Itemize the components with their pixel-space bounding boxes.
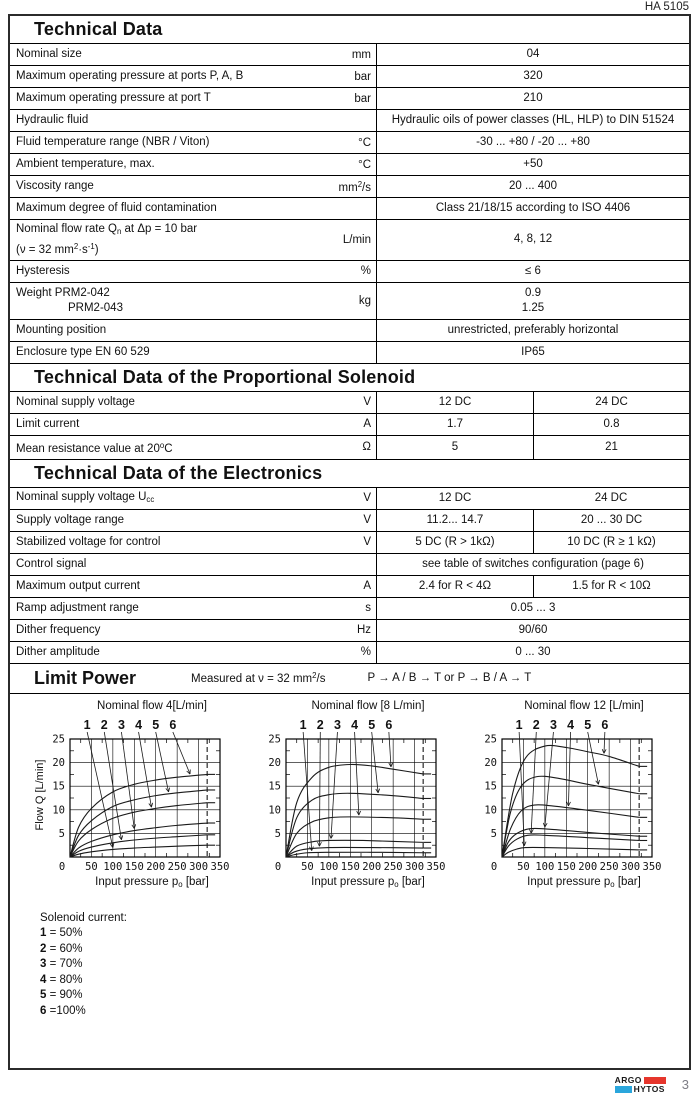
- row-label-line: Dither amplitude: [16, 645, 100, 658]
- row-value-right: 24 DC: [594, 492, 628, 505]
- chart-title: Nominal flow 4[L/min]: [97, 699, 207, 712]
- svg-text:3: 3: [549, 717, 557, 732]
- legend-item: 5 = 90%: [40, 989, 83, 1002]
- row-label-line2: (ν = 32 $mm^2\cdot s^{-1}$): [16, 241, 99, 256]
- svg-text:300: 300: [621, 860, 641, 873]
- row-unit: °C: [358, 158, 371, 171]
- row-value: [377, 154, 689, 175]
- svg-text:3: 3: [333, 717, 341, 732]
- row-label-line: Nominal supply voltage Ucc: [16, 490, 155, 504]
- row-value-cell: [377, 283, 689, 319]
- content-box: [8, 14, 691, 1070]
- limit-power-title: Limit Power: [34, 667, 137, 688]
- row-value-left: 12 DC: [438, 492, 472, 505]
- logo-blue-block: [615, 1086, 632, 1093]
- row-label-line: Maximum operating pressure at ports P, A, B: [16, 70, 244, 82]
- row-value: [377, 283, 689, 319]
- row-label: [16, 601, 361, 616]
- svg-text:2: 2: [316, 717, 324, 732]
- row-label: [16, 264, 357, 279]
- row-value-cell: [377, 154, 689, 175]
- legend-item: 3 = 70%: [40, 958, 83, 971]
- limit-power-chart-1: [34, 717, 244, 875]
- row-value-cell: [377, 132, 689, 153]
- svg-text:5: 5: [58, 827, 65, 840]
- row-label: [16, 323, 367, 338]
- row-unit: mm: [351, 48, 371, 61]
- row-value-line: 0.05 ... 3: [510, 601, 556, 614]
- table-row: [10, 261, 689, 283]
- row-unit: kg: [358, 294, 371, 307]
- chart-x-axis-label: Input pressure po [bar]: [311, 875, 425, 889]
- limit-power-chart-3: [466, 717, 676, 875]
- argo-hytos-logo: [615, 1076, 666, 1093]
- row-label-cell: [10, 576, 377, 597]
- row-value-right: 21: [533, 436, 689, 459]
- row-value-cell: [377, 44, 689, 65]
- section-title-electronics: Technical Data of the Electronics: [10, 460, 689, 488]
- limit-power-note: Measured at ν = 32 $mm^2/s$: [191, 671, 326, 686]
- table-row: [10, 154, 689, 176]
- row-label-cell: [10, 510, 377, 531]
- row-label-line: Dither frequency: [16, 623, 101, 636]
- row-label: [16, 417, 359, 432]
- row-label: [16, 438, 358, 457]
- svg-text:200: 200: [146, 860, 166, 873]
- svg-text:0: 0: [274, 860, 282, 873]
- svg-text:100: 100: [103, 860, 123, 873]
- svg-text:250: 250: [167, 860, 187, 873]
- row-label-line: Mounting position: [16, 323, 107, 336]
- logo-red-block: [644, 1077, 666, 1084]
- row-value-left: 2.4 for R < 4Ω: [418, 580, 492, 593]
- table-row: [10, 110, 689, 132]
- row-value-right: 24 DC: [533, 392, 689, 413]
- row-value-line: +50: [523, 158, 543, 170]
- row-value: [377, 110, 689, 131]
- row-value-cell: [377, 110, 689, 131]
- table-row: [10, 44, 689, 66]
- svg-text:5: 5: [152, 717, 160, 732]
- legend-item-number: 3: [40, 958, 47, 971]
- limit-power-chart-block-3: [466, 700, 676, 889]
- row-label: [16, 201, 367, 216]
- row-value: [377, 620, 689, 641]
- row-value-line: Hydraulic oils of power classes (HL, HLP) to DIN 51524: [391, 114, 675, 126]
- row-label-line: Enclosure type EN 60 529: [16, 345, 150, 358]
- row-label-line: Hysteresis: [16, 264, 70, 277]
- row-label-line: Ramp adjustment range: [16, 601, 139, 614]
- limit-power-formula: P → A / B → T or P → B / A → T: [367, 672, 532, 685]
- table-row: [10, 132, 689, 154]
- row-value-cell: [377, 176, 689, 197]
- row-value-line: Class 21/18/15 according to ISO 4406: [435, 202, 631, 214]
- row-label-cell: [10, 176, 377, 197]
- table-row: [10, 88, 689, 110]
- table-row: [10, 320, 689, 342]
- svg-text:15: 15: [52, 780, 65, 793]
- legend-item: 2 = 60%: [40, 942, 83, 955]
- row-label-line: Maximum degree of fluid contamination: [16, 202, 217, 214]
- row-value-line: 210: [523, 92, 543, 104]
- svg-text:15: 15: [484, 780, 497, 793]
- row-label-cell: [10, 88, 377, 109]
- row-unit: Hz: [356, 624, 371, 637]
- svg-text:5: 5: [274, 827, 281, 840]
- row-value: [377, 598, 689, 619]
- row-value: [377, 342, 689, 363]
- row-label-cell: [10, 414, 377, 435]
- page-footer: [615, 1076, 689, 1093]
- row-value-line: see table of switches configuration (page 6): [422, 557, 644, 570]
- row-label-line: Mean resistance value at 20$^o$C: [16, 440, 173, 455]
- page-number: 3: [681, 1077, 689, 1092]
- row-label: [16, 286, 355, 316]
- row-unit: L/min: [342, 233, 371, 246]
- electronics-table: [10, 488, 689, 664]
- row-label: [16, 179, 335, 194]
- row-label: [16, 222, 339, 258]
- logo-row-2: [615, 1085, 666, 1093]
- section-title-technical-data: Technical Data: [10, 16, 689, 44]
- row-unit: Ω: [362, 441, 371, 454]
- row-value: [377, 176, 689, 197]
- svg-text:5: 5: [490, 827, 497, 840]
- row-value: [377, 261, 689, 282]
- row-label-cell: [10, 598, 377, 619]
- row-value-left: 5: [451, 441, 459, 454]
- svg-text:5: 5: [584, 717, 592, 732]
- row-label-line: Nominal size: [16, 48, 82, 60]
- row-label-cell: [10, 642, 377, 663]
- table-row: [10, 198, 689, 220]
- row-value: [377, 320, 689, 341]
- limit-power-charts: [10, 700, 689, 889]
- row-value-cell: [377, 88, 689, 109]
- row-value: [377, 554, 689, 575]
- row-value: [377, 132, 689, 153]
- table-row: [10, 176, 689, 198]
- svg-text:350: 350: [426, 860, 446, 873]
- row-value-line: ≤ 6: [525, 264, 541, 277]
- row-label: [16, 69, 350, 84]
- table-row: [10, 598, 689, 620]
- row-value-cell: [377, 532, 689, 553]
- table-row: [10, 66, 689, 88]
- chart-title: Nominal flow [8 L/min]: [311, 699, 425, 712]
- svg-text:0: 0: [58, 860, 66, 873]
- svg-text:250: 250: [383, 860, 403, 873]
- row-value-line2: 1.25: [521, 301, 545, 314]
- row-value-cell: [377, 620, 689, 641]
- svg-text:20: 20: [52, 756, 65, 769]
- row-unit: %: [360, 265, 371, 278]
- svg-text:3: 3: [117, 717, 125, 732]
- row-value-cell: [377, 576, 689, 597]
- row-label-cell: [10, 132, 377, 153]
- table-row: [10, 532, 689, 554]
- row-label-line: Control signal: [16, 557, 87, 570]
- table-row: [10, 642, 689, 664]
- row-value-line: 0 ... 30: [515, 645, 551, 658]
- row-unit: °C: [358, 136, 371, 149]
- row-value-cell: [377, 220, 689, 260]
- row-label-line: Hydraulic fluid: [16, 114, 89, 126]
- row-unit: $mm^2/s$: [338, 179, 371, 194]
- row-value-line: IP65: [521, 345, 545, 358]
- row-label-cell: [10, 436, 377, 459]
- legend-item: 6 =100%: [40, 1004, 86, 1017]
- svg-text:6: 6: [169, 717, 177, 732]
- table-row: [10, 554, 689, 576]
- row-label-line: Nominal supply voltage: [16, 395, 135, 408]
- svg-text:150: 150: [124, 860, 144, 873]
- svg-text:2: 2: [100, 717, 108, 732]
- row-value-cell: [377, 414, 689, 435]
- legend-item-number: 6: [40, 1004, 47, 1017]
- chart-x-axis-label: Input pressure po [bar]: [95, 875, 209, 889]
- row-label: [16, 157, 354, 172]
- row-label-line: Limit current: [16, 417, 80, 430]
- table-row: [10, 283, 689, 320]
- row-label-cell: [10, 392, 377, 413]
- row-label-line2: PRM2-043: [68, 301, 123, 314]
- svg-text:150: 150: [340, 860, 360, 873]
- row-value-left: 1.7: [447, 418, 463, 431]
- row-label: [16, 91, 350, 106]
- svg-text:25: 25: [268, 733, 281, 746]
- row-label-line: Weight PRM2-042: [16, 286, 110, 299]
- row-value-cell: [377, 261, 689, 282]
- row-label: [16, 513, 359, 528]
- row-label-cell: [10, 320, 377, 341]
- row-label-cell: [10, 44, 377, 65]
- svg-text:10: 10: [52, 804, 65, 817]
- row-value-right: 1.5 for R < 10Ω: [533, 576, 689, 597]
- svg-text:2: 2: [532, 717, 540, 732]
- row-value-cell: [377, 320, 689, 341]
- chart-y-axis-label: Flow Q [L/min]: [34, 759, 46, 831]
- row-value-right: 20 ... 30 DC: [533, 510, 689, 531]
- row-label: [16, 113, 367, 128]
- row-value-line: 20 ... 400: [509, 180, 557, 192]
- row-label: [16, 490, 359, 507]
- row-label-cell: [10, 66, 377, 87]
- svg-text:4: 4: [135, 717, 143, 732]
- svg-text:350: 350: [642, 860, 662, 873]
- solenoid-table: [10, 392, 689, 460]
- row-label: [16, 395, 359, 410]
- svg-text:5: 5: [368, 717, 376, 732]
- svg-text:25: 25: [52, 733, 65, 746]
- legend-item: 1 = 50%: [40, 927, 83, 940]
- row-value-line: 90/60: [518, 623, 548, 636]
- row-label: [16, 557, 367, 572]
- svg-text:0: 0: [490, 860, 498, 873]
- row-value-line: 0.9: [525, 286, 541, 299]
- svg-text:100: 100: [319, 860, 339, 873]
- doc-ref: HA 5105: [644, 1, 689, 13]
- row-value-cell: [377, 598, 689, 619]
- svg-text:200: 200: [578, 860, 598, 873]
- row-unit: %: [360, 646, 371, 659]
- row-label-cell: [10, 261, 377, 282]
- svg-text:50: 50: [517, 860, 530, 873]
- row-unit: A: [363, 580, 371, 593]
- table-row: [10, 620, 689, 642]
- table-row: [10, 510, 689, 532]
- logo-word-hytos: HYTOS: [633, 1084, 665, 1094]
- row-value: [377, 66, 689, 87]
- row-value-cell: [377, 392, 689, 413]
- row-label-line: Viscosity range: [16, 180, 94, 192]
- row-value-cell: [377, 198, 689, 219]
- legend-item: 4 = 80%: [40, 973, 83, 986]
- svg-text:20: 20: [484, 756, 497, 769]
- legend-item-number: 4: [40, 973, 47, 986]
- chart-title: Nominal flow 12 [L/min]: [524, 699, 644, 712]
- row-label-line: Maximum output current: [16, 579, 140, 592]
- row-unit: bar: [354, 92, 371, 105]
- row-label-cell: [10, 110, 377, 131]
- row-label-cell: [10, 532, 377, 553]
- svg-text:200: 200: [362, 860, 382, 873]
- row-label-cell: [10, 554, 377, 575]
- svg-text:300: 300: [405, 860, 425, 873]
- row-unit: V: [363, 536, 371, 549]
- svg-text:1: 1: [515, 717, 523, 732]
- svg-text:350: 350: [210, 860, 230, 873]
- row-label-line: Ambient temperature, max.: [16, 158, 155, 170]
- table-row: [10, 342, 689, 364]
- row-value: [377, 44, 689, 65]
- row-label: [16, 47, 348, 62]
- row-unit: V: [363, 514, 371, 527]
- row-value-cell: [377, 436, 689, 459]
- row-label: [16, 645, 357, 660]
- row-value: [377, 642, 689, 663]
- row-value-left: 5 DC (R > 1kΩ): [415, 536, 495, 549]
- svg-text:4: 4: [351, 717, 359, 732]
- row-value-right: 0.8: [533, 414, 689, 435]
- svg-text:1: 1: [299, 717, 307, 732]
- technical-data-table: [10, 44, 689, 364]
- row-label-line: Maximum operating pressure at port T: [16, 92, 211, 104]
- row-value-right: 10 DC (R ≥ 1 kΩ): [533, 532, 689, 553]
- row-value-cell: [377, 510, 689, 531]
- limit-power-band: [10, 664, 689, 694]
- row-label-line: Stabilized voltage for control: [16, 535, 161, 548]
- svg-text:15: 15: [268, 780, 281, 793]
- row-value-cell: [377, 554, 689, 575]
- row-value-cell: [377, 488, 689, 509]
- row-label: [16, 579, 359, 594]
- row-value-line: unrestricted, preferably horizontal: [447, 323, 619, 336]
- row-value-left: 11.2... 14.7: [426, 514, 484, 527]
- row-value: [377, 220, 689, 260]
- limit-power-chart-block-2: [250, 700, 460, 889]
- row-label: [16, 345, 367, 360]
- svg-text:10: 10: [484, 804, 497, 817]
- svg-text:4: 4: [567, 717, 575, 732]
- svg-text:50: 50: [85, 860, 98, 873]
- row-value-line: 4, 8, 12: [513, 233, 553, 246]
- legend-item-number: 1: [40, 927, 47, 940]
- svg-text:1: 1: [83, 717, 91, 732]
- svg-text:50: 50: [301, 860, 314, 873]
- row-label-line: Supply voltage range: [16, 513, 125, 526]
- row-unit: V: [363, 492, 371, 505]
- limit-power-chart-2: [250, 717, 460, 875]
- row-label-cell: [10, 342, 377, 363]
- legend-item-number: 2: [40, 942, 47, 955]
- solenoid-current-legend: [40, 911, 689, 1020]
- row-value-cell: [377, 642, 689, 663]
- table-row: [10, 576, 689, 598]
- limit-power-chart-block-1: [34, 700, 244, 889]
- table-row: [10, 392, 689, 414]
- row-value-left: 12 DC: [438, 396, 472, 409]
- svg-text:300: 300: [189, 860, 209, 873]
- row-value-cell: [377, 342, 689, 363]
- row-value-line: 320: [523, 70, 543, 82]
- row-label: [16, 135, 354, 150]
- row-unit: V: [363, 396, 371, 409]
- svg-text:10: 10: [268, 804, 281, 817]
- svg-text:20: 20: [268, 756, 281, 769]
- chart-x-axis-label: Input pressure po [bar]: [527, 875, 641, 889]
- row-label-cell: [10, 154, 377, 175]
- table-row: [10, 436, 689, 460]
- row-label-cell: [10, 620, 377, 641]
- row-value: [377, 88, 689, 109]
- row-unit: A: [363, 418, 371, 431]
- row-label-cell: [10, 488, 377, 509]
- svg-text:6: 6: [601, 717, 609, 732]
- row-label-cell: [10, 220, 377, 260]
- row-label-cell: [10, 283, 377, 319]
- svg-text:25: 25: [484, 733, 497, 746]
- section-title-solenoid: Technical Data of the Proportional Solenoid: [10, 364, 689, 392]
- row-unit: s: [365, 602, 371, 615]
- row-label: [16, 623, 353, 638]
- row-value: [377, 198, 689, 219]
- row-label: [16, 535, 359, 550]
- logo-row-1: [615, 1076, 666, 1084]
- svg-text:6: 6: [385, 717, 393, 732]
- logo-word-argo: ARGO: [614, 1075, 642, 1085]
- row-value-cell: [377, 66, 689, 87]
- row-label-cell: [10, 198, 377, 219]
- table-row: [10, 220, 689, 261]
- row-value-line: -30 ... +80 / -20 ... +80: [476, 136, 590, 148]
- svg-text:250: 250: [599, 860, 619, 873]
- table-row: [10, 488, 689, 510]
- row-label-line: Fluid temperature range (NBR / Viton): [16, 136, 210, 148]
- legend-heading: Solenoid current:: [40, 911, 127, 924]
- legend-item-number: 5: [40, 989, 47, 1002]
- svg-text:100: 100: [535, 860, 555, 873]
- row-label-line: Nominal flow rate Qn at Δp = 10 bar: [16, 223, 198, 236]
- svg-text:150: 150: [556, 860, 576, 873]
- row-unit: bar: [354, 70, 371, 83]
- row-value-line: 04: [526, 48, 540, 60]
- table-row: [10, 414, 689, 436]
